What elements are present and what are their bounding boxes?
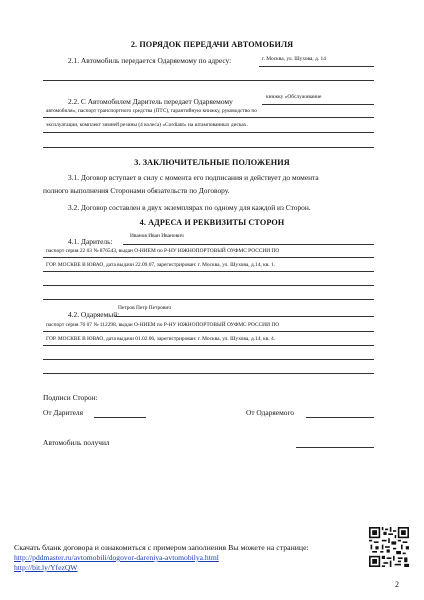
donee-signature-label: От Одаряемого <box>246 408 294 417</box>
qr-code-icon <box>369 527 409 567</box>
fill-line <box>43 271 374 272</box>
clause-2-2-value-2: автомобиля», паспорт транспортного средства (ПТС), гарантийную книжку, руководство по <box>46 108 257 114</box>
fill-line <box>43 117 374 118</box>
fill-line <box>262 104 374 105</box>
donee-name: Петров Петр Петрович <box>118 305 171 311</box>
fill-line <box>43 331 374 332</box>
donor-name: Иванов Иван Иванович <box>130 233 184 239</box>
section-4-heading: 4. АДРЕСА И РЕКВИЗИТЫ СТОРОН <box>139 218 285 227</box>
clause-2-2-label: 2.2. С Автомобилем Даритель передает Одаряемому <box>68 97 233 106</box>
footer-text: Скачать бланк договора и ознакомиться с примером заполнения Вы можете на странице: <box>14 543 309 552</box>
donee-passport-line1: паспорт серия 76 07 № 112298, выдан О-НИЕМ по Р-НУ ЮЖНОПОРТОВЫЙ ОУФМС РОССИИ ПО <box>46 322 280 328</box>
donor-signature-label: От Дарителя <box>43 408 83 417</box>
car-received-line <box>296 447 374 448</box>
fill-line <box>43 359 374 360</box>
donee-passport-line2: ГОР. МОСКВЕ В ЮВАО, дата выдачи 01.02.06, зарегистрирован: г. Москва, ул. Шухова, д.14, кв. 4. <box>46 336 276 342</box>
car-received-label: Автомобиль получил <box>43 438 110 447</box>
clause-2-2-value-1: книжку «Обслуживание <box>266 94 322 100</box>
fill-line <box>43 285 374 286</box>
fill-line <box>43 299 374 300</box>
donor-passport-line1: паспорт серия 22 03 № 876543, выдан О-НИЕМ по Р-НУ ЮЖНОПОРТОВЫЙ ОУФМС РОССИИ ПО <box>46 248 280 254</box>
donor-passport-line2: ГОР. МОСКВЕ В ЮВАО, дата выдачи 22.09.07, зарегистрирован: г. Москва, ул. Шухова, д.14, кв. 1. <box>46 262 276 268</box>
footer-link-short[interactable]: http://bit.ly/YfezQW <box>14 563 78 572</box>
fill-line <box>43 257 374 258</box>
fill-line <box>115 316 374 317</box>
footer-link-full[interactable]: http://pddmaster.ru/avtomobili/dogovor-dareniya-avtomobilya.html <box>14 553 219 562</box>
donor-label: 4.1. Даритель: <box>68 237 113 246</box>
clause-3-2: 3.2. Договор составлен в двух экземплярах по одному для каждой из Сторон. <box>68 203 311 212</box>
fill-line <box>43 373 374 374</box>
fill-line <box>43 80 374 81</box>
fill-line <box>43 345 374 346</box>
fill-line <box>43 132 374 133</box>
fill-line <box>43 147 374 148</box>
fill-line <box>259 66 374 67</box>
clause-2-1-label: 2.1. Автомобиль передается Одаряемому по адресу: <box>68 56 232 65</box>
clause-2-2-value-3: эксплуатации, комплект зимней резины (4 колеса) «Cordiant» на штампованных дисках. <box>46 122 248 128</box>
clause-3-1-line1: 3.1. Договор вступает в силу с момента его подписания и действует до момента <box>68 173 319 182</box>
section-3-heading: 3. ЗАКЛЮЧИТЕЛЬНЫЕ ПОЛОЖЕНИЯ <box>134 158 290 167</box>
signatures-title: Подписи Сторон: <box>43 393 98 402</box>
donee-label: 4.2. Одаряемый: <box>68 310 120 319</box>
donee-signature-line <box>306 417 374 418</box>
clause-3-1-line2: полного выполнения Сторонами обязательств по Договору. <box>43 186 230 195</box>
donor-signature-line <box>94 417 146 418</box>
fill-line <box>123 244 374 245</box>
section-2-heading: 2. ПОРЯДОК ПЕРЕДАЧИ АВТОМОБИЛЯ <box>130 40 294 49</box>
clause-2-1-value: г. Москва, ул. Шухова, д. 14 <box>262 56 326 62</box>
page-number: 2 <box>395 580 399 589</box>
